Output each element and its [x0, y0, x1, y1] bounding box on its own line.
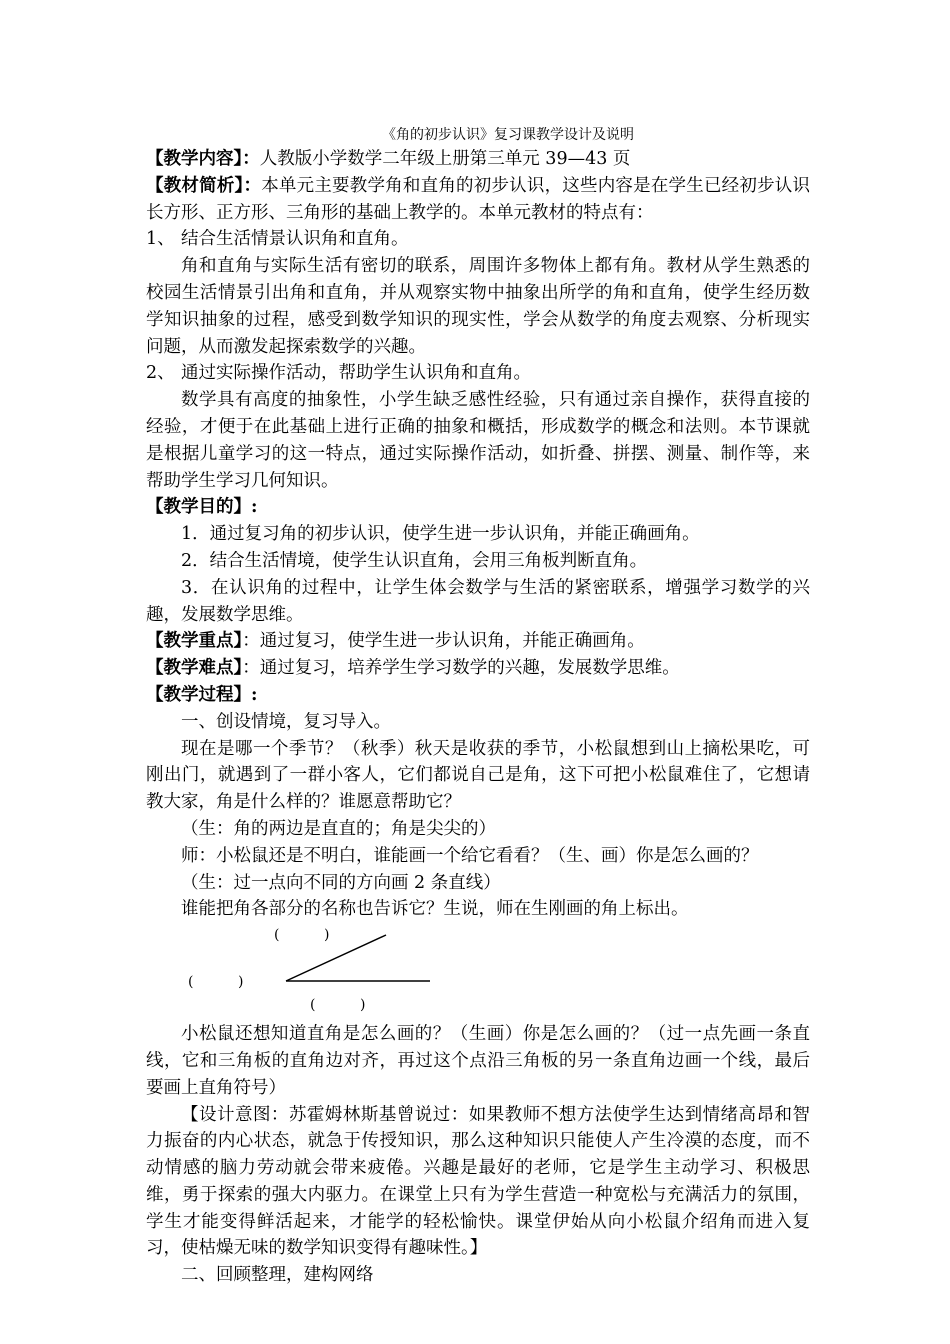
goal-3: 3．在认识角的过程中，让学生体会数学与生活的紧密联系，增强学习数学的兴趣，发展数学思维。 — [146, 577, 810, 625]
teaching-process-label: 【教学过程】: — [146, 684, 258, 705]
student-answer-2: （生：过一点向不同的方向画 2 条直线） — [181, 872, 501, 893]
naming-question: 谁能把角各部分的名称也告诉它？生说，师在生刚画的角上标出。 — [181, 899, 689, 920]
textbook-analysis-text: 本单元主要教学角和直角的初步认识，这些内容是在学生已经初步认识长方形、正方形、三角形的基础上教学的。本单元教材的特点有： — [146, 175, 811, 223]
point-1-title: 结合生活情景认识角和直角。 — [181, 229, 409, 250]
story-paragraph: 现在是哪一个季节？（秋季）秋天是收获的季节，小松鼠想到山上摘松果吃，可刚出门，就遇到了一群小客人，它们都说自己是角，这下可把小松鼠难住了，它想请教大家，角是什么样的？谁愿意帮助它？ — [146, 738, 810, 813]
teaching-key-text: ：通过复习，使学生进一步认识角，并能正确画角。 — [242, 631, 645, 652]
teaching-content-text: 人教版小学数学二年级上册第三单元 39—43 页 — [259, 149, 631, 169]
teaching-key-point — [146, 628, 810, 655]
point-2-body: 数学具有高度的抽象性，小学生缺乏感性经验，只有通过亲自操作，获得直接的经验，才便于在此基础上进行正确的抽象和概括，形成数学的概念和法则。本节课就是根据儿童学习的这一特点，通过实际操作活动，如折叠、拼摆、测量、制作等，来帮助学生学习几何知识。 — [146, 390, 810, 491]
step-2-heading: 二、回顾整理，建构网络 — [181, 1265, 374, 1286]
step-1-heading: 一、创设情境，复习导入。 — [181, 711, 391, 732]
point-2-title: 通过实际操作活动，帮助学生认识角和直角。 — [181, 363, 531, 384]
textbook-analysis-label: 【教材简析】： — [146, 175, 262, 196]
point-1-heading — [146, 226, 810, 253]
teaching-content — [146, 146, 810, 173]
design-intent-paragraph: 【设计意图：苏霍姆林斯基曾说过：如果教师不想方法使学生达到情绪高昂和智力振奋的内心状态，就急于传授知识，那么这种知识只能使人产生冷漠的态度，而不动情感的脑力劳动就会带来疲倦。兴趣是最好的老师，它是学生主动学习、积极思维，勇于探索的强大内驱力。在课堂上只有为学生营造一种宽松与充满活力的氛围，学生才能变得鲜活起来，才能学的轻松愉快。课堂伊始从向小松鼠介绍角而进入复习，使枯燥无味的数学知识变得有趣味性。】 — [146, 1104, 810, 1259]
angle-drawing — [146, 923, 810, 1021]
point-2-heading — [146, 360, 810, 387]
point-1-number: 1、 — [146, 229, 175, 250]
teaching-difficulty — [146, 655, 810, 682]
teaching-difficulty-text: ：通过复习，培养学生学习数学的兴趣，发展数学思维。 — [242, 658, 680, 679]
textbook-analysis — [146, 173, 810, 227]
right-angle-paragraph: 小松鼠还想知道直角是怎么画的？（生画）你是怎么画的？（过一点先画一条直线，它和三角板的直角边对齐，再过这个点沿三角板的另一条直角边画一个线，最后要画上直角符号） — [146, 1024, 810, 1098]
goal-2: 2．结合生活情境，使学生认识直角，会用三角板判断直角。 — [181, 550, 648, 571]
student-answer-1: （生：角的两边是直直的；角是尖尖的） — [181, 818, 496, 839]
point-2-number: 2、 — [146, 363, 175, 384]
teaching-key-label: 【教学重点】 — [146, 631, 243, 652]
document-page — [146, 124, 810, 1289]
document-title: 《角的初步认识》复习课教学设计及说明 — [382, 127, 634, 143]
label-blank-side: ( ) — [274, 927, 330, 944]
goal-1: 1．通过复习角的初步认识，使学生进一步认识角，并能正确画角。 — [181, 524, 700, 545]
angle-diagram — [146, 923, 810, 1021]
point-1-body: 角和直角与实际生活有密切的联系，周围许多物体上都有角。教材从学生熟悉的校园生活情景引出角和直角，并从观察实物中抽象出所学的角和直角，使学生经历数学知识抽象的过程，感受到数学知识的现实性，学会从数学的角度去观察、分析现实问题，从而激发起探索数学的兴趣。 — [146, 256, 810, 357]
teaching-content-label: 【教学内容】： — [146, 149, 260, 169]
label-blank-edge: ( ) — [310, 997, 366, 1014]
teaching-goals-label: 【教学目的】: — [146, 497, 258, 518]
label-blank-vertex: ( ) — [188, 974, 244, 991]
teaching-difficulty-label: 【教学难点】 — [146, 658, 243, 679]
teacher-question-1: 师：小松鼠还是不明白，谁能画一个给它看看？（生、画）你是怎么画的？ — [181, 845, 759, 866]
